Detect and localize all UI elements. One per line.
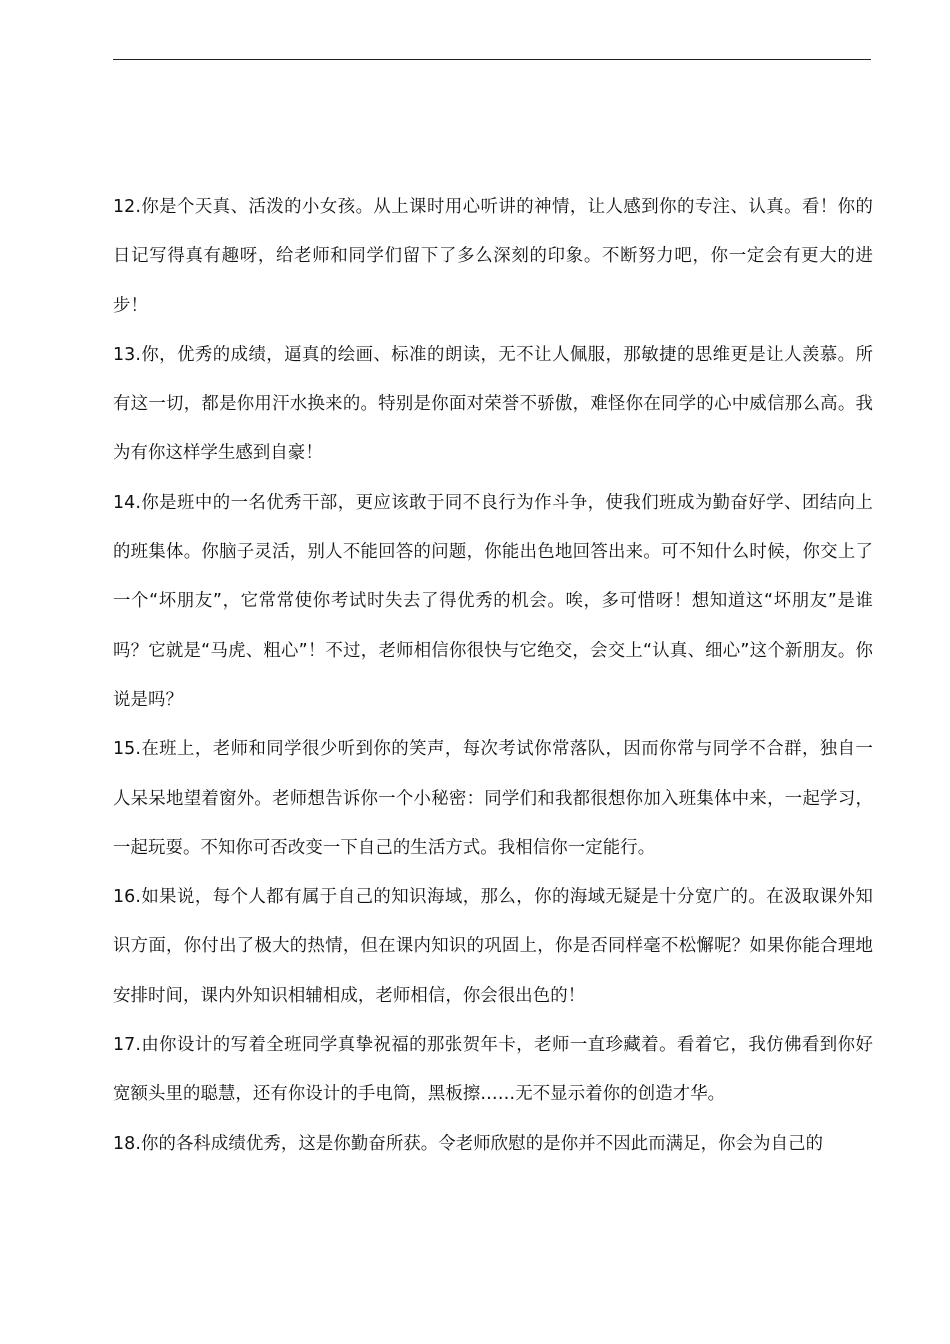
paragraph-12: 12.你是个天真、活泼的小女孩。从上课时用心听讲的神情，让人感到你的专注、认真。看！你的日记写得真有趣呀，给老师和同学们留下了多么深刻的印象。不断努力吧，你一定会有更大的进步！ bbox=[113, 197, 873, 316]
document-body bbox=[113, 183, 873, 1169]
paragraph-15: 15.在班上，老师和同学很少听到你的笑声，每次考试你常落队，因而你常与同学不合群，独自一人呆呆地望着窗外。老师想告诉你一个小秘密：同学们和我都很想你加入班集体中来，一起学习，一起玩耍。不知你可否改变一下自己的生活方式。我相信你一定能行。 bbox=[113, 739, 873, 858]
paragraph-16: 16.如果说，每个人都有属于自己的知识海域，那么，你的海域无疑是十分宽广的。在汲取课外知识方面，你付出了极大的热情，但在课内知识的巩固上，你是否同样毫不松懈呢？如果你能合理地安排时间，课内外知识相辅相成，老师相信，你会很出色的！ bbox=[113, 887, 873, 1006]
header-rule bbox=[113, 59, 871, 60]
paragraph-18: 18.你的各科成绩优秀，这是你勤奋所获。令老师欣慰的是你并不因此而满足，你会为自己的 bbox=[113, 1133, 824, 1154]
paragraph-17: 17.由你设计的写着全班同学真挚祝福的那张贺年卡，老师一直珍藏着。看着它，我仿佛看到你好宽额头里的聪慧，还有你设计的手电筒，黑板擦……无不显示着你的创造才华。 bbox=[113, 1035, 873, 1105]
paragraph-13: 13.你，优秀的成绩，逼真的绘画、标准的朗读，无不让人佩服，那敏捷的思维更是让人羡慕。所有这一切，都是你用汗水换来的。特别是你面对荣誉不骄傲，难怪你在同学的心中威信那么高。我为有你这样学生感到自豪！ bbox=[113, 344, 873, 464]
paragraph-14: 14.你是班中的一名优秀干部，更应该敢于同不良行为作斗争，使我们班成为勤奋好学、团结向上的班集体。你脑子灵活，别人不能回答的问题，你能出色地回答出来。可不知什么时候，你交上了一个“坏朋友”，它常常使你考试时失去了得优秀的机会。唉，多可惜呀！想知道这“坏朋友”是谁吗？它就是“马虎、粗心”！不过，老师相信你很快与它绝交，会交上“认真、细心”这个新朋友。你说是吗？ bbox=[113, 492, 873, 710]
